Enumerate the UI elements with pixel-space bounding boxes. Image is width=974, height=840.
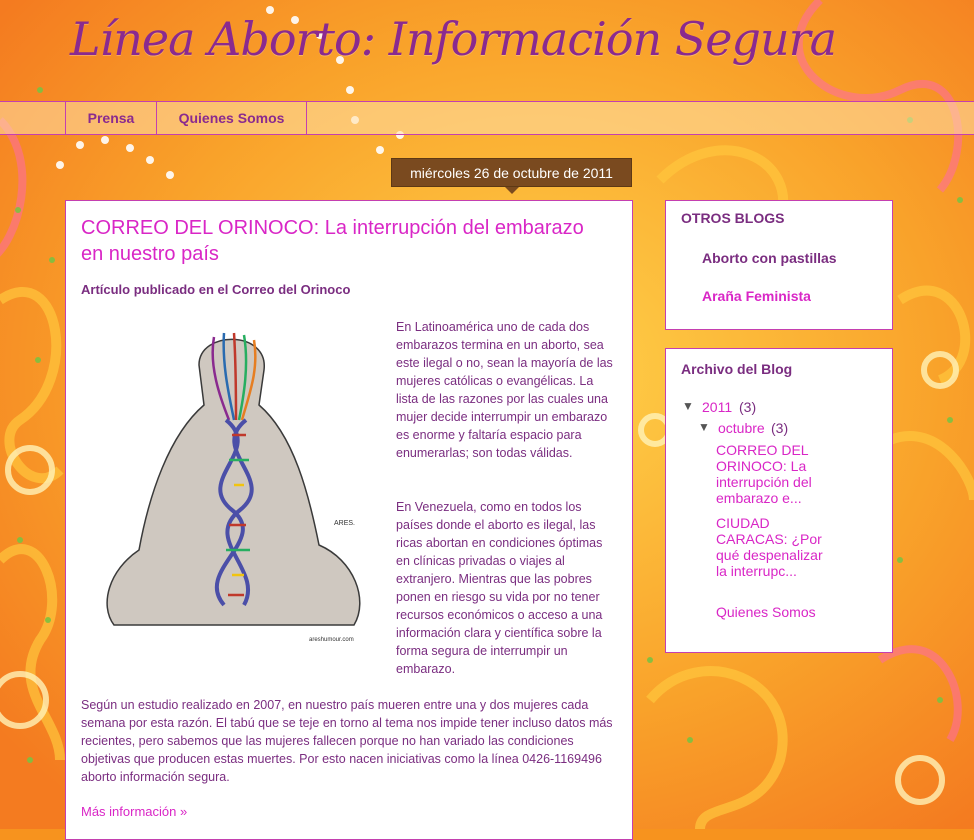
month-toggle-icon[interactable]: ▼ xyxy=(698,420,710,434)
nav-item-prensa[interactable]: Prensa xyxy=(65,102,156,134)
archive-post-link-3[interactable]: Quienes Somos xyxy=(716,604,816,620)
other-blog-link-aborto-pastillas[interactable]: Aborto con pastillas xyxy=(702,250,837,266)
post-container xyxy=(65,200,633,840)
nav-bar xyxy=(0,101,974,135)
illustration-credit: areshumour.com xyxy=(309,637,354,643)
other-blogs-title: OTROS BLOGS xyxy=(681,210,785,226)
post-title[interactable]: CORREO DEL ORINOCO: La interrupción del embarazo en nuestro país xyxy=(81,217,584,265)
archive-year-link[interactable]: 2011 xyxy=(702,399,733,415)
archive-month-link[interactable]: octubre xyxy=(718,420,765,436)
archive-title: Archivo del Blog xyxy=(681,361,793,377)
post-date: miércoles 26 de octubre de 2011 xyxy=(391,158,632,187)
blog-title[interactable]: Línea Aborto: Información Segura xyxy=(70,12,836,66)
more-info-link[interactable]: Más información » xyxy=(81,804,188,819)
illustration-signature: ARES. xyxy=(334,520,356,527)
blog-archive-widget xyxy=(665,348,893,653)
other-blog-link-arana-feminista[interactable]: Araña Feminista xyxy=(702,288,811,304)
archive-post-link-1[interactable]: CORREO DEL ORINOCO: La interrupción del embarazo e... xyxy=(716,442,812,506)
post-paragraph-3: Según un estudio realizado en 2007, en nuestro país mueren entre una y dos mujeres cada semana por esta razón. El tabú que se teje en torno al tema nos impide tener incluso datos más recientes, pero sabemos que las mujeres fallecen porque no han variado las condiciones objetivas que producen estas muertes. Por esto nacen iniciativas como la línea 0426-1169496 aborto información segura. xyxy=(81,698,613,784)
year-toggle-icon[interactable]: ▼ xyxy=(682,399,694,413)
nav-item-quienes-somos[interactable]: Quienes Somos xyxy=(156,102,307,134)
archive-year-count: (3) xyxy=(739,399,757,415)
post-subtitle: Artículo publicado en el Correo del Orinoco xyxy=(81,282,351,297)
post-paragraph-1: En Latinoamérica uno de cada dos embarazos termina en un aborto, sea este ilegal o no, sean la mayoría de las mujeres católicas o evangélicas. La lista de las razones por las cuales una mujer decide interrumpir un embarazo es enorme y faltaría espacio para enumerarlas; son todas válidas. xyxy=(396,320,613,460)
archive-month-count: (3) xyxy=(771,420,789,436)
post-illustration xyxy=(94,325,369,645)
post-paragraph-2: En Venezuela, como en todos los países donde el aborto es ilegal, las ricas abortan en condiciones óptimas en clínicas privadas o viajes al extranjero. Mientras que las pobres ponen en riesgo su vida por no tener recursos económicos o acceso a una información clara y científica sobre la forma segura de interrumpir un embarazo. xyxy=(396,500,603,676)
other-blogs-widget xyxy=(665,200,893,330)
archive-post-link-2[interactable]: CIUDAD CARACAS: ¿Por qué despenalizar la interrupc... xyxy=(716,515,823,579)
